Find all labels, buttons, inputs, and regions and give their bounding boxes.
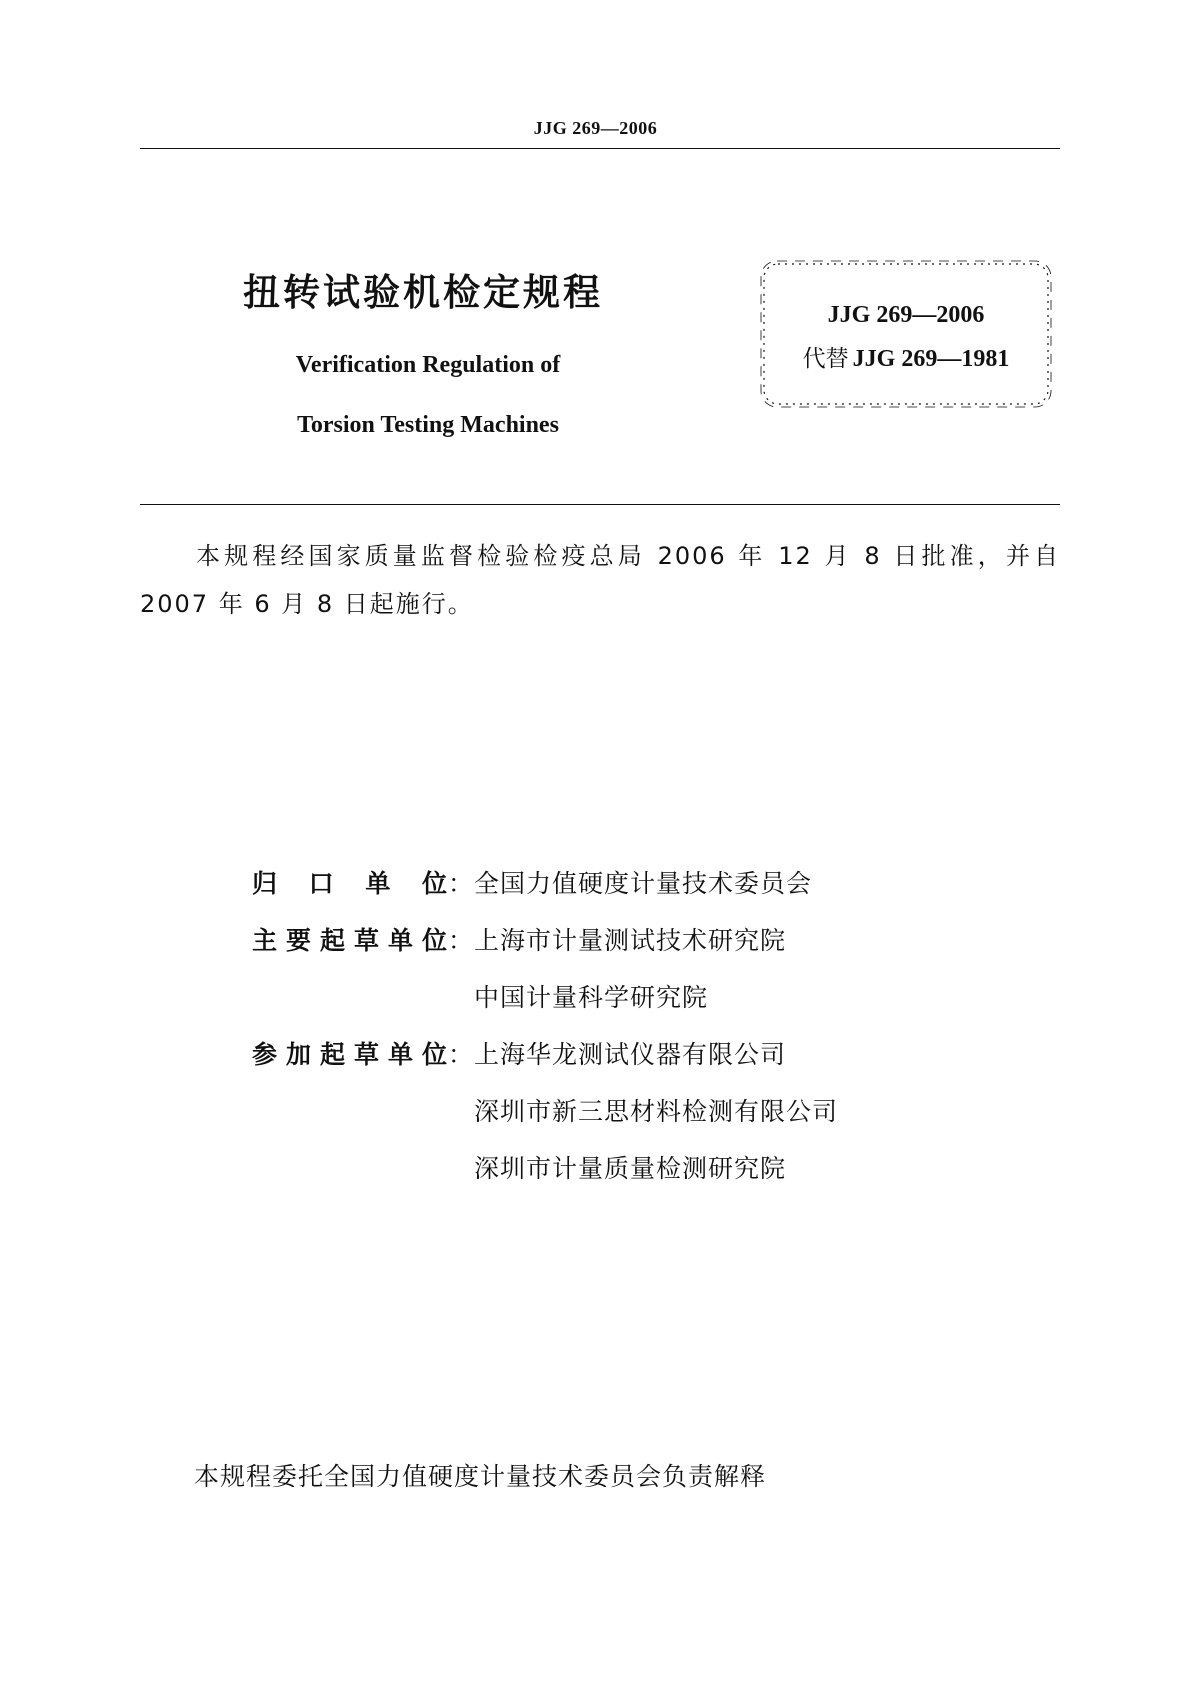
drafter-label: 归口单位 [252,869,448,898]
drafter-label: 参加起草单位 [252,1040,448,1069]
drafter-value-text: 上海华龙测试仪器有限公司 [474,1040,787,1069]
drafter-value-text: 深圳市新三思材料检测有限公司 [474,1097,839,1126]
header-rule [140,148,1060,149]
title-english-line-2: Torsion Testing Machines [297,412,559,438]
decorative-frame [758,258,1054,410]
replaces-prefix: 代替 [802,346,849,372]
drafter-colon: ： [448,1040,475,1069]
drafter-value-text: 上海市计量测试技术研究院 [474,926,787,955]
title-english-line-1: Verification Regulation of [295,352,561,378]
drafter-value [448,1149,786,1185]
interpretation-statement: 本规程委托全国力值硬度计量技术委员会负责解释 [194,1462,767,1491]
approval-statement: 本规程经国家质量监督检验检疫总局 2006 年 12 月 8 日批准，并自 2007 年 6 月 8 日起施行。 [140,542,1060,618]
drafter-value-text: 中国计量科学研究院 [474,983,709,1012]
drafter-value-text: 全国力值硬度计量技术委员会 [474,869,813,898]
drafter-colon: ： [448,869,475,898]
drafter-value [448,1092,838,1128]
replaces-line [758,340,1054,373]
drafter-value [448,978,708,1014]
standard-code: JJG 269—2006 [827,302,985,328]
standard-code-box [758,258,1054,410]
drafter-value-text: 深圳市计量质量检测研究院 [474,1154,787,1183]
drafter-label: 主要起草单位 [252,926,448,955]
running-header: JJG 269—2006 [533,118,658,138]
section-rule [140,504,1060,505]
drafter-value [448,1035,786,1071]
drafter-value [448,864,812,900]
replaced-standard-code: JJG 269—1981 [852,346,1010,372]
drafter-colon: ： [448,926,475,955]
title-chinese: 扭转试验机检定规程 [243,271,603,314]
drafter-value [448,921,786,957]
